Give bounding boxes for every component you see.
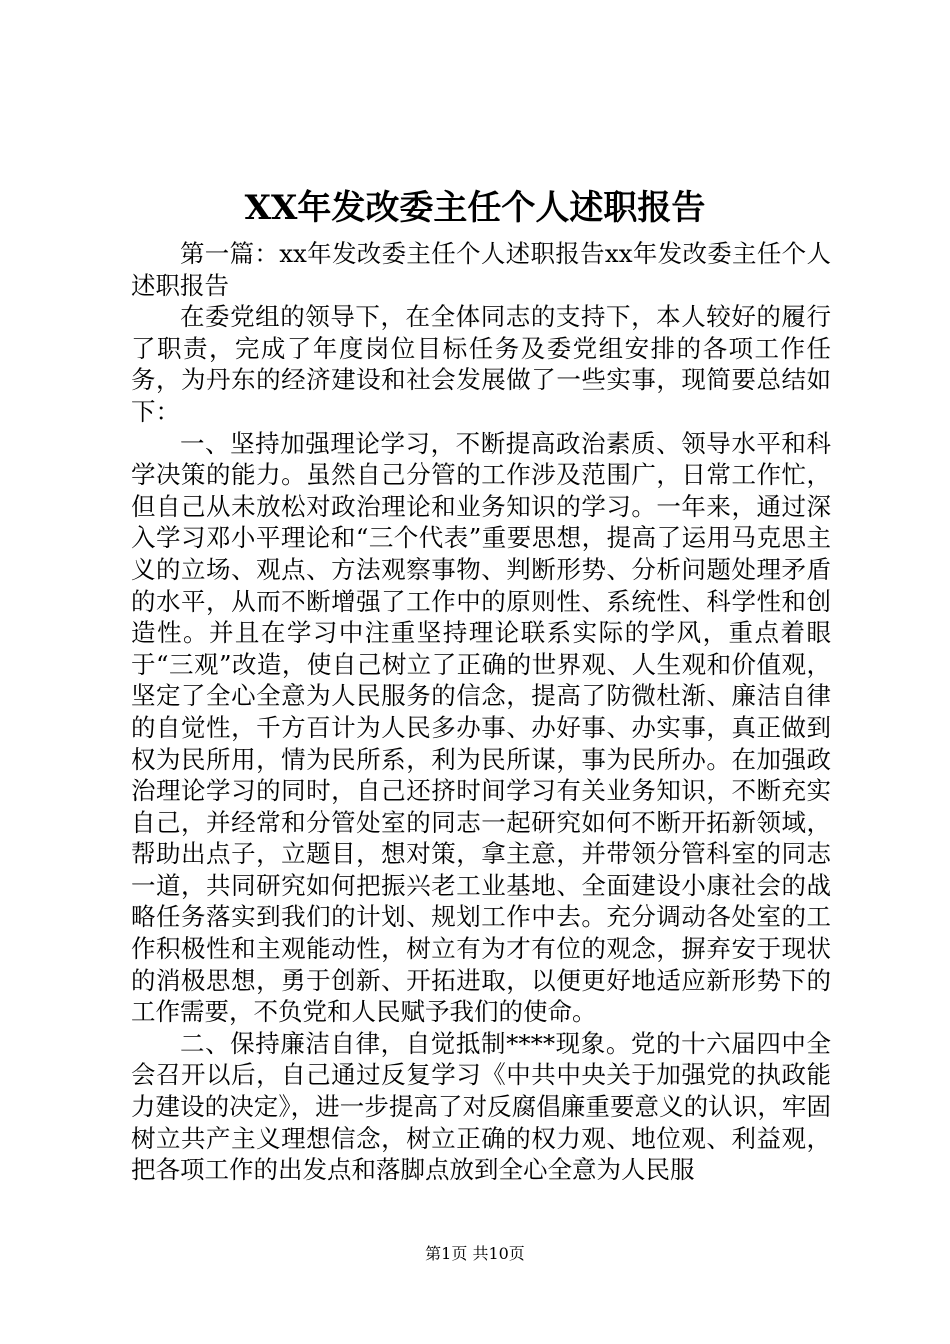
page-number-footer: 第1页 共10页 <box>425 1244 525 1263</box>
document-body <box>131 238 831 1186</box>
paragraph-section-one: 一、坚持加强理论学习，不断提高政治素质、领导水平和科学决策的能力。虽然自己分管的工作涉及范围广，日常工作忙，但自己从未放松对政治理论和业务知识的学习。一年来，通过深入学习邓小平理论和“三个代表”重要思想，提高了运用马克思主义的立场、观点、方法观察事物、判断形势、分析问题处理矛盾的水平，从而不断增强了工作中的原则性、系统性、科学性和创造性。并且在学习中注重坚持理论联系实际的学风，重点着眼于“三观”改造，使自己树立了正确的世界观、人生观和价值观，坚定了全心全意为人民服务的信念，提高了防微杜渐、廉洁自律的自觉性，千方百计为人民多办事、办好事、办实事，真正做到权为民所用，情为民所系，利为民所谋，事为民所办。在加强政治理论学习的同时，自己还挤时间学习有关业务知识，不断充实自己，并经常和分管处室的同志一起研究如何不断开拓新领域，帮助出点子，立题目，想对策，拿主意，并带领分管科室的同志一道，共同研究如何把振兴老工业基地、全面建设小康社会的战略任务落实到我们的计划、规划工作中去。充分调动各处室的工作积极性和主观能动性，树立有为才有位的观念，摒弃安于现状的消极思想，勇于创新、开拓进取，以便更好地适应新形势下的工作需要，不负党和人民赋予我们的使命。 <box>131 428 831 1027</box>
paragraph-section-two: 二、保持廉洁自律，自觉抵制****现象。党的十六届四中全会召开以后，自己通过反复学习《中共中央关于加强党的执政能力建设的决定》，进一步提高了对反腐倡廉重要意义的认识，牢固树立共产主义理想信念，树立正确的权力观、地位观、利益观，把各项工作的出发点和落脚点放到全心全意为人民服 <box>131 1028 831 1185</box>
paragraph-overview: 在委党组的领导下，在全体同志的支持下，本人较好的履行了职责，完成了年度岗位目标任务及委党组安排的各项工作任务，为丹东的经济建设和社会发展做了一些实事，现简要总结如下： <box>131 302 831 426</box>
document-title: XX年发改委主任个人述职报告 <box>244 188 706 228</box>
paragraph-intro: 第一篇：xx年发改委主任个人述职报告xx年发改委主任个人述职报告 <box>131 239 831 300</box>
